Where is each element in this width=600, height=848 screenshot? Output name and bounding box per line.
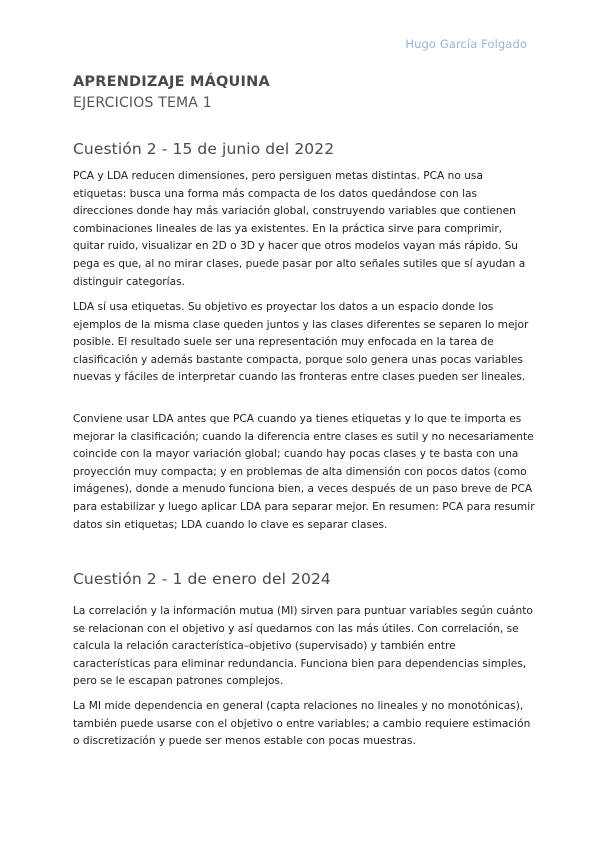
section-heading: Cuestión 2 - 15 de junio del 2022 [73,140,335,158]
document-title: APRENDIZAJE MÁQUINA [73,74,270,90]
paragraph: Conviene usar LDA antes que PCA cuando ya tienes etiquetas y lo que te importa es mejorar la clasificación; cuando la diferencia entre clases es sutil y no necesariamente coincide con la mayor variación global; cuando hay pocas clases y te basta con una proyección muy compacta; y en problemas de alta dimensión con pocos datos (como imágenes), donde a menudo funciona bien, a veces después de un paso breve de PCA para estabilizar y luego aplicar LDA para separar mejor. En resumen: PCA para resumir datos sin etiquetas; LDA cuando lo clave es separar clases. [73,413,535,531]
author-name: Hugo García Folgado [405,37,527,51]
section-heading: Cuestión 2 - 1 de enero del 2024 [73,570,331,588]
paragraph: La MI mide dependencia en general (capta relaciones no lineales y no monotónicas), también puede usarse con el objetivo o entre variables; a cambio requiere estimación o discretización y puede ser menos estable con pocas muestras. [73,700,531,748]
paragraph: LDA sí usa etiquetas. Su objetivo es proyectar los datos a un espacio donde los ejemplos de la misma clase queden juntos y las clases diferentes se separen lo mejor posible. El resultado suele ser una representación muy enfocada en la tarea de clasificación y además bastante compacta, porque solo genera unas pocas variables nuevas y fáciles de interpretar cuando las fronteras entre clases pueden ser lineales. [73,301,529,384]
document-subtitle: EJERCICIOS TEMA 1 [73,95,212,111]
paragraph: PCA y LDA reducen dimensiones, pero persiguen metas distintas. PCA no usa etiquetas: busca una forma más compacta de los datos quedándose con las direcciones donde hay más variación global, construyendo variables que contienen combinaciones lineales de las ya existentes. En la práctica sirve para comprimir, quitar ruido, visualizar en 2D o 3D y hacer que otros modelos vayan más rápido. Su pega es que, al no mirar clases, puede pasar por alto señales sutiles que sí ayudan a distinguir categorías. [73,170,526,288]
paragraph: La correlación y la información mutua (MI) sirven para puntuar variables según cuánto se relacionan con el objetivo y así quedarnos con las más útiles. Con correlación, se calcula la relación característica–objetivo (supervisado) y también entre características para eliminar redundancia. Funciona bien para dependencias simples, pero se le escapan patrones complejos. [73,605,533,688]
